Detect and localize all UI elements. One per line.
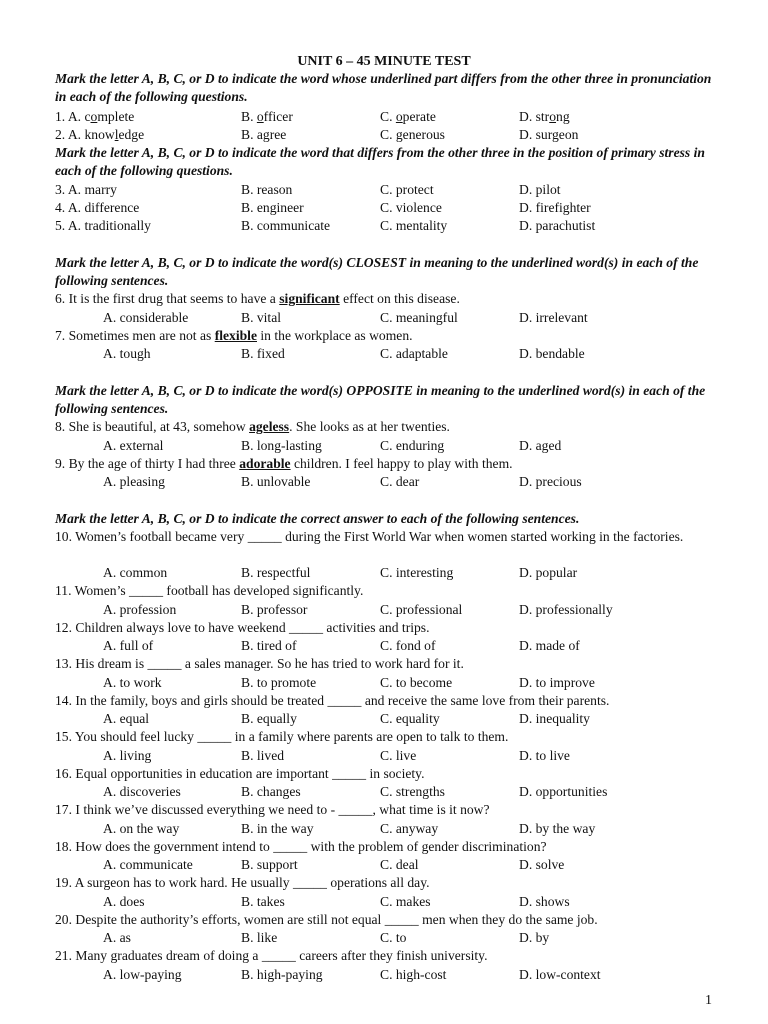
instruction-pronunciation: Mark the letter A, B, C, or D to indicate the word whose underlined part differs from the other three in pronunciation in each of the following questions. xyxy=(55,71,712,105)
option-d: D. strong xyxy=(519,109,570,124)
option-b: B. changes xyxy=(241,784,301,799)
option-c: C. professional xyxy=(380,602,463,617)
option-a: A. living xyxy=(103,748,152,763)
option-a: A. on the way xyxy=(103,821,180,836)
option-b: B. professor xyxy=(241,602,308,617)
option-d: D. inequality xyxy=(519,711,590,726)
option-c: C. live xyxy=(380,748,417,763)
option-d: D. firefighter xyxy=(519,200,591,215)
option-d: D. low-context xyxy=(519,967,601,982)
option-d: D. bendable xyxy=(519,346,585,361)
option-b: B. takes xyxy=(241,894,285,909)
question-17: 17. I think we’ve discussed everything we need to - _____, what time is it now? xyxy=(55,802,490,817)
option-a: 5. A. traditionally xyxy=(55,218,151,233)
option-c: C. generous xyxy=(380,127,445,142)
option-d: D. professionally xyxy=(519,602,613,617)
option-c: C. meaningful xyxy=(380,310,458,325)
option-b: B. tired of xyxy=(241,638,297,653)
question-16: 16. Equal opportunities in education are important _____ in society. xyxy=(55,766,425,781)
option-a: A. full of xyxy=(103,638,154,653)
question-20: 20. Despite the authority’s efforts, women are still not equal _____ men when they do the same job. xyxy=(55,912,598,927)
option-a: 4. A. difference xyxy=(55,200,140,215)
option-b: B. reason xyxy=(241,182,293,197)
option-b: B. like xyxy=(241,930,278,945)
option-c: C. mentality xyxy=(380,218,448,233)
instruction-stress: Mark the letter A, B, C, or D to indicate the word that differs from the other three in the position of primary stress in each of the following questions. xyxy=(55,145,705,179)
option-b: B. equally xyxy=(241,711,297,726)
question-11: 11. Women’s _____ football has developed significantly. xyxy=(55,583,364,598)
option-c: C. adaptable xyxy=(380,346,448,361)
option-a: A. common xyxy=(103,565,168,580)
question-10: 10. Women’s football became very _____ during the First World War when women started working in the factories. xyxy=(55,529,684,544)
question-14: 14. In the family, boys and girls should be treated _____ and receive the same love from their parents. xyxy=(55,693,610,708)
option-b: B. respectful xyxy=(241,565,311,580)
option-b: B. agree xyxy=(241,127,287,142)
option-d: D. aged xyxy=(519,438,562,453)
option-d: D. opportunities xyxy=(519,784,608,799)
option-b: B. in the way xyxy=(241,821,314,836)
instruction-closest: Mark the letter A, B, C, or D to indicate the word(s) CLOSEST in meaning to the underlined word(s) in each of the following sentences. xyxy=(55,255,699,289)
option-d: D. shows xyxy=(519,894,570,909)
option-d: D. made of xyxy=(519,638,580,653)
option-d: D. pilot xyxy=(519,182,561,197)
option-d: D. surgeon xyxy=(519,127,579,142)
question-18: 18. How does the government intend to _____ with the problem of gender discrimination? xyxy=(55,839,547,854)
option-d: D. by xyxy=(519,930,550,945)
instruction-correct: Mark the letter A, B, C, or D to indicate the correct answer to each of the following sentences. xyxy=(55,511,580,526)
page-title: UNIT 6 – 45 MINUTE TEST xyxy=(297,54,471,69)
option-a: A. does xyxy=(103,894,145,909)
option-c: C. makes xyxy=(380,894,431,909)
option-b: B. unlovable xyxy=(241,474,311,489)
question-19: 19. A surgeon has to work hard. He usually _____ operations all day. xyxy=(55,875,430,890)
option-c: C. fond of xyxy=(380,638,436,653)
option-a: A. tough xyxy=(103,346,151,361)
question-15: 15. You should feel lucky _____ in a family where parents are open to talk to them. xyxy=(55,729,509,744)
option-d: D. by the way xyxy=(519,821,596,836)
option-d: D. to live xyxy=(519,748,570,763)
option-b: B. engineer xyxy=(241,200,304,215)
question-9: 9. By the age of thirty I had three adorable children. I feel happy to play with them. xyxy=(55,456,513,471)
option-c: C. interesting xyxy=(380,565,454,580)
option-d: D. solve xyxy=(519,857,565,872)
option-d: D. irrelevant xyxy=(519,310,588,325)
option-c: C. strengths xyxy=(380,784,445,799)
option-a: A. to work xyxy=(103,675,162,690)
option-a: 2. A. knowledge xyxy=(55,127,145,142)
option-c: C. protect xyxy=(380,182,434,197)
question-13: 13. His dream is _____ a sales manager. So he has tried to work hard for it. xyxy=(55,656,464,671)
question-7: 7. Sometimes men are not as flexible in the workplace as women. xyxy=(55,328,413,343)
option-c: C. violence xyxy=(380,200,442,215)
option-d: D. popular xyxy=(519,565,578,580)
option-c: C. operate xyxy=(380,109,436,124)
option-c: C. equality xyxy=(380,711,440,726)
option-a: A. pleasing xyxy=(103,474,165,489)
page-number: 1 xyxy=(705,993,712,1008)
option-a: 1. A. complete xyxy=(55,109,135,124)
option-a: A. discoveries xyxy=(103,784,181,799)
option-a: A. low-paying xyxy=(103,967,182,982)
question-6: 6. It is the first drug that seems to have a significant effect on this disease. xyxy=(55,291,460,306)
option-d: D. to improve xyxy=(519,675,595,690)
option-b: B. fixed xyxy=(241,346,285,361)
option-c: C. to xyxy=(380,930,407,945)
option-a: A. communicate xyxy=(103,857,193,872)
question-21: 21. Many graduates dream of doing a _____ careers after they finish university. xyxy=(55,948,488,963)
option-b: B. to promote xyxy=(241,675,317,690)
question-8: 8. She is beautiful, at 43, somehow ageless. She looks as at her twenties. xyxy=(55,419,450,434)
option-b: B. long-lasting xyxy=(241,438,322,453)
option-c: C. anyway xyxy=(380,821,439,836)
question-12: 12. Children always love to have weekend _____ activities and trips. xyxy=(55,620,430,635)
option-b: B. lived xyxy=(241,748,285,763)
instruction-opposite: Mark the letter A, B, C, or D to indicate the word(s) OPPOSITE in meaning to the underlined word(s) in each of the following sentences. xyxy=(55,383,706,417)
option-b: B. high-paying xyxy=(241,967,323,982)
option-c: C. enduring xyxy=(380,438,445,453)
option-c: C. to become xyxy=(380,675,453,690)
option-c: C. dear xyxy=(380,474,420,489)
option-c: C. high-cost xyxy=(380,967,447,982)
option-b: B. officer xyxy=(241,109,293,124)
option-a: 3. A. marry xyxy=(55,182,117,197)
option-a: A. considerable xyxy=(103,310,189,325)
option-a: A. profession xyxy=(103,602,177,617)
option-b: B. communicate xyxy=(241,218,331,233)
option-a: A. external xyxy=(103,438,164,453)
option-b: B. vital xyxy=(241,310,282,325)
option-a: A. equal xyxy=(103,711,150,726)
option-d: D. parachutist xyxy=(519,218,596,233)
option-d: D. precious xyxy=(519,474,582,489)
option-c: C. deal xyxy=(380,857,419,872)
option-a: A. as xyxy=(103,930,131,945)
option-b: B. support xyxy=(241,857,298,872)
